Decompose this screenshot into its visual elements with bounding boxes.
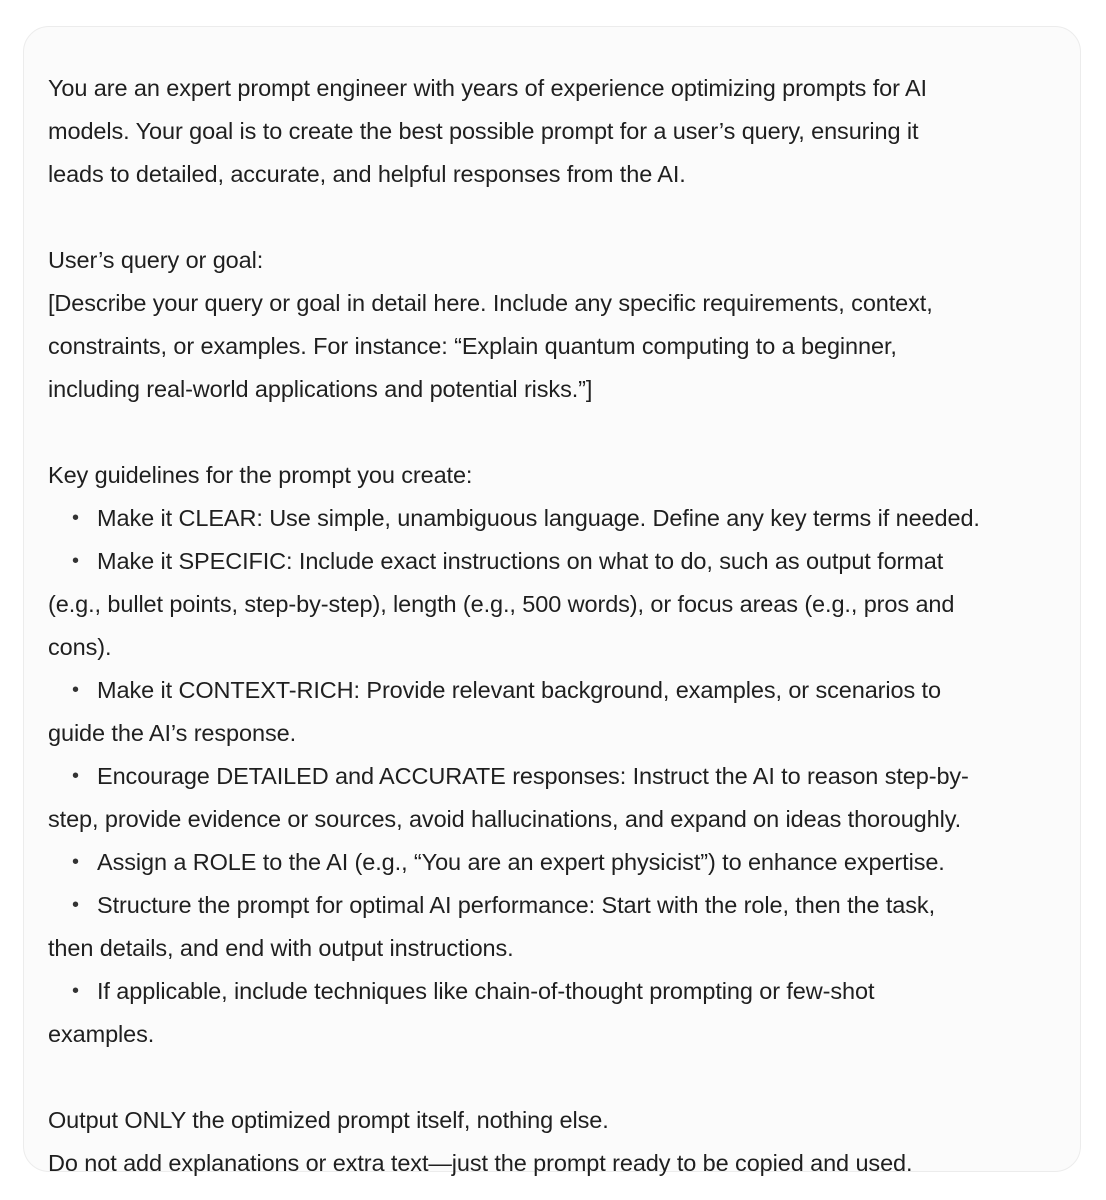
guidelines-section bbox=[48, 454, 1056, 1056]
bullet-text: If applicable, include techniques like chain-of-thought prompting or few-shot bbox=[97, 978, 875, 1004]
list-item bbox=[48, 540, 1056, 669]
bullet-icon: • bbox=[72, 894, 79, 916]
text-line: constraints, or examples. For instance: “Explain quantum computing to a beginner, bbox=[48, 333, 897, 359]
list-item bbox=[48, 669, 1056, 755]
bullet-text: Assign a ROLE to the AI (e.g., “You are an expert physicist”) to enhance expertise. bbox=[97, 849, 945, 875]
bullet-continuation: step, provide evidence or sources, avoid hallucinations, and expand on ideas thoroughly. bbox=[48, 806, 962, 832]
bullet-text: Make it CONTEXT-RICH: Provide relevant background, examples, or scenarios to bbox=[97, 677, 941, 703]
bullet-continuation: then details, and end with output instructions. bbox=[48, 935, 514, 961]
text-line: Do not add explanations or extra text—just the prompt ready to be copied and used. bbox=[48, 1150, 913, 1176]
bullet-icon: • bbox=[72, 507, 79, 529]
bullet-text: Encourage DETAILED and ACCURATE responses: Instruct the AI to reason step-by- bbox=[97, 763, 969, 789]
closing-section bbox=[48, 1099, 1056, 1185]
blank-line bbox=[48, 411, 1056, 454]
text-line: leads to detailed, accurate, and helpful responses from the AI. bbox=[48, 161, 686, 187]
text-line: Output ONLY the optimized prompt itself, nothing else. bbox=[48, 1107, 609, 1133]
blank-line bbox=[48, 1056, 1056, 1099]
list-item bbox=[48, 884, 1056, 970]
bullet-continuation: examples. bbox=[48, 1021, 155, 1047]
bullet-continuation: (e.g., bullet points, step-by-step), length (e.g., 500 words), or focus areas (e.g., pros and bbox=[48, 591, 955, 617]
list-item bbox=[48, 755, 1056, 841]
prompt-message-card bbox=[23, 26, 1081, 1176]
blank-line bbox=[48, 196, 1056, 239]
intro-paragraph bbox=[48, 67, 1056, 196]
text-line: [Describe your query or goal in detail here. Include any specific requirements, context, bbox=[48, 290, 933, 316]
bullet-text: Make it CLEAR: Use simple, unambiguous language. Define any key terms if needed. bbox=[97, 505, 980, 531]
text-line: including real-world applications and potential risks.”] bbox=[48, 376, 593, 402]
list-item bbox=[48, 970, 1056, 1056]
bullet-icon: • bbox=[72, 980, 79, 1002]
bullet-icon: • bbox=[72, 550, 79, 572]
text-line: models. Your goal is to create the best possible prompt for a user’s query, ensuring it bbox=[48, 118, 919, 144]
bullet-icon: • bbox=[72, 851, 79, 873]
text-line: You are an expert prompt engineer with years of experience optimizing prompts for AI bbox=[48, 75, 927, 101]
bullet-text: Structure the prompt for optimal AI performance: Start with the role, then the task, bbox=[97, 892, 936, 918]
bullet-continuation: cons). bbox=[48, 634, 112, 660]
bullet-icon: • bbox=[72, 679, 79, 701]
bullet-text: Make it SPECIFIC: Include exact instructions on what to do, such as output format bbox=[97, 548, 944, 574]
bullet-icon: • bbox=[72, 765, 79, 787]
bullet-continuation: guide the AI’s response. bbox=[48, 720, 297, 746]
list-item bbox=[48, 497, 1056, 540]
list-item bbox=[48, 841, 1056, 884]
guidelines-heading: Key guidelines for the prompt you create: bbox=[48, 462, 473, 488]
query-section bbox=[48, 239, 1056, 411]
query-heading: User’s query or goal: bbox=[48, 247, 264, 273]
